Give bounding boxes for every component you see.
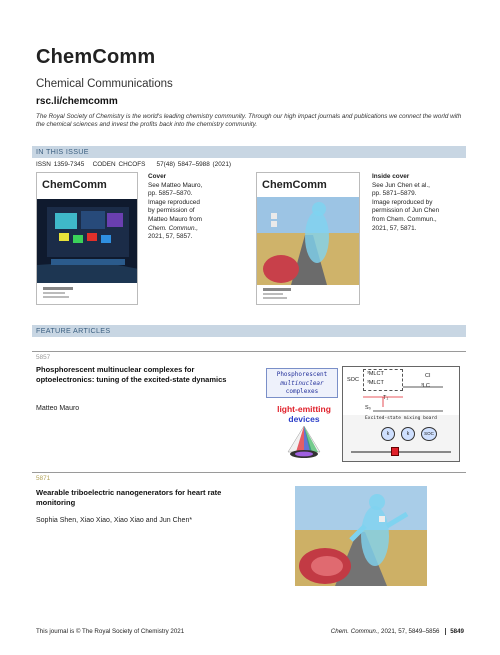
cover-caption-heading: Cover: [148, 173, 167, 180]
article-page-number: 5857: [36, 354, 51, 361]
inside-cover-caption-line: 2021, 57, 5871.: [372, 224, 417, 232]
journal-description: The Royal Society of Chemistry is the world's leading chemistry community. Through our high impact journals and publications we connect the world with the chemical sciences and invest the profits back into the chemistry community.: [36, 113, 462, 128]
complexes-box-line: multinuclear: [280, 379, 324, 387]
in-this-issue-heading: IN THIS ISSUE: [32, 146, 466, 158]
light-emitting-label: light-emitting: [277, 404, 331, 414]
cover-caption-line: by permission of: [148, 207, 195, 215]
cover-caption-line: Chem. Commun.,: [148, 224, 199, 232]
inside-cover-caption: [372, 173, 466, 233]
article-authors: Sophia Shen, Xiao Xiao, Xiao Xiao and Jun Chen*: [36, 517, 193, 524]
mixing-board-panel: [342, 366, 460, 462]
footer-journal: Chem. Commun.,: [330, 628, 380, 635]
article-title[interactable]: Wearable triboelectric nanogenerators for heart rate monitoring: [36, 488, 222, 507]
cover-caption: [148, 173, 238, 242]
inside-cover-caption-line: from Chem. Commun.,: [372, 215, 437, 223]
s0-label: S₀: [365, 405, 371, 411]
footer-copyright: This journal is © The Royal Society of Chemistry 2021: [36, 628, 185, 635]
feature-articles-heading: FEATURE ARTICLES: [32, 325, 466, 337]
cover-caption-line: See Matteo Mauro,: [148, 181, 203, 189]
mlct-label: ³MLCT: [367, 380, 384, 386]
inside-cover-caption-line: pp. 5871–5879.: [372, 190, 417, 198]
cover-image[interactable]: [36, 172, 138, 305]
article-graphic[interactable]: [262, 366, 462, 462]
energy-level-lines: [343, 367, 459, 415]
footer-citation: [331, 628, 464, 635]
journal-subtitle: Chemical Communications: [36, 78, 173, 90]
article-divider: [32, 351, 466, 352]
issn-line: [36, 161, 231, 168]
cover-artwork: [37, 173, 138, 305]
article-divider: [32, 472, 466, 473]
footer-page-number: 5849: [445, 628, 464, 635]
inside-cover-caption-line: See Jun Chen et al.,: [372, 181, 430, 189]
issn: ISSN 1359-7345: [36, 161, 85, 168]
knob-icon[interactable]: SOC: [421, 427, 437, 441]
knob-icon[interactable]: k: [381, 427, 395, 441]
complexes-box-line: Phosphorescent: [276, 371, 328, 378]
coden: CODEN CHCOFS: [92, 161, 146, 168]
t1-label: T₁: [383, 395, 389, 401]
inside-cover-artwork: [257, 173, 360, 305]
cover-caption-line: 2021, 57, 5857.: [148, 233, 193, 241]
slider-track: [351, 451, 451, 453]
article-graphic[interactable]: [295, 486, 427, 586]
article-title[interactable]: Phosphorescent multinuclear complexes for optoelectronics: tuning of the excited-state dynamics: [36, 365, 227, 384]
footer-year-volume-pages: 2021, 57, 5849–5856: [381, 628, 440, 635]
inside-cover-caption-line: Image reproduced by: [372, 198, 433, 206]
soc-label: SOC: [347, 377, 359, 383]
cover-caption-line: pp. 5857–5870.: [148, 190, 193, 198]
cover-logo: ChemComm: [42, 179, 107, 191]
inside-cover-image[interactable]: [256, 172, 360, 305]
issue-range: 57(48) 5847–5988 (2021): [156, 161, 232, 168]
mlct-label: ³MLCT: [367, 371, 384, 377]
knob-icon[interactable]: k: [401, 427, 415, 441]
slider-handle[interactable]: [391, 447, 399, 456]
runner-artwork: [295, 486, 427, 586]
mixing-board-label: Excited-state mixing board: [365, 416, 437, 421]
cover-caption-line: Image reproduced: [148, 198, 200, 206]
journal-url[interactable]: rsc.li/chemcomm: [36, 96, 118, 107]
devices-label: devices: [288, 414, 320, 424]
article-page-number: 5871: [36, 475, 51, 482]
led-cone-icon: [284, 424, 324, 460]
complexes-box-line: complexes: [285, 388, 319, 395]
article-authors: Matteo Mauro: [36, 405, 80, 412]
inside-cover-caption-heading: Inside cover: [372, 173, 410, 180]
inside-cover-logo: ChemComm: [262, 179, 327, 191]
lc-label: ³LC: [421, 383, 430, 389]
ci-label: CI: [425, 373, 431, 379]
journal-title: ChemComm: [36, 46, 156, 68]
complexes-box: [266, 368, 338, 398]
cover-caption-line: Matteo Mauro from: [148, 215, 202, 223]
inside-cover-caption-line: permission of Jun Chen: [372, 207, 440, 215]
